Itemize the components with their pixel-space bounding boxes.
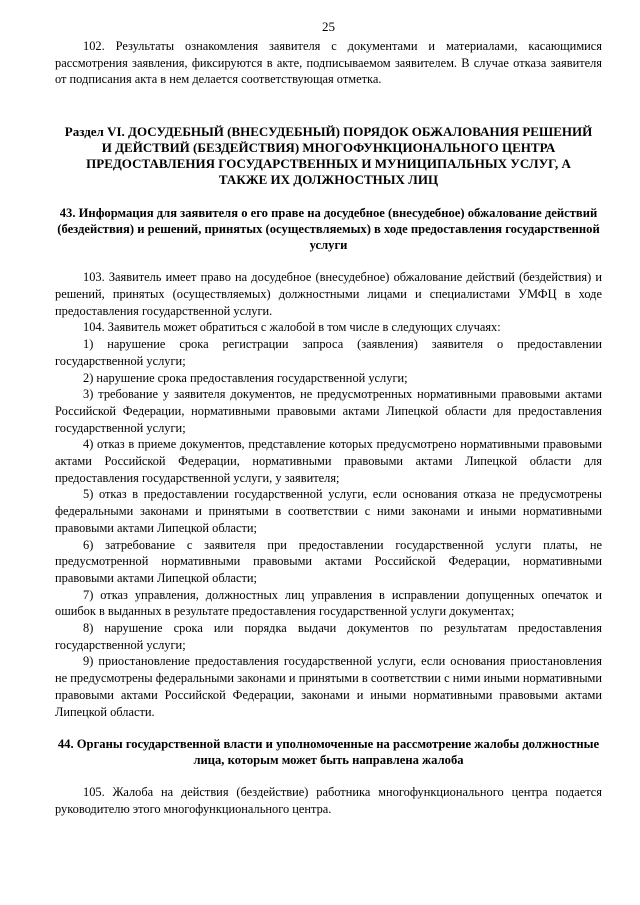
list-item-7: 7) отказ управления, должностных лиц управления в исправлении допущенных опечаток и ошибок в выданных в результате предоставления государственной услуги документах;: [55, 587, 602, 619]
list-item-2: 2) нарушение срока предоставления государственной услуги;: [83, 370, 408, 385]
paragraph-105: 105. Жалоба на действия (бездействие) работника многофункционального центра подается руководителю этого многофункционального центра.: [55, 785, 602, 816]
list-item-6: 6) затребование с заявителя при предоставлении государственной услуги платы, не предусмотренной нормативными правовыми актами Российской Федерации, нормативными правовыми актами Липецкой области;: [55, 537, 602, 585]
paragraph-102: 102. Результаты ознакомления заявителя с документами и материалами, касающимися рассмотрения заявления, фиксируются в акте, подписываемом заявителем. В случае отказа заявителя от подписания акта в нем делается соответствующая отметка.: [55, 39, 602, 87]
list-item-5: 5) отказ в предоставлении государственной услуги, если основания отказа не предусмотрены федеральными законами и принятыми в соответствии с ними законами и иными нормативными правовыми актами Липецкой области;: [55, 487, 602, 535]
subsection-43-title: 43. Информация для заявителя о его праве на досудебное (внесудебное) обжалование действий (бездействия) и решений, принятых (осуществляемых) в ходе предоставления государственной услуги: [57, 206, 600, 253]
list-item-1: 1) нарушение срока регистрации запроса (заявления) заявителя о предоставлении государственной услуги;: [55, 337, 602, 368]
list-item-3: 3) требование у заявителя документов, не предусмотренных нормативными правовыми актами Российской Федерации, нормативными правовыми актами Липецкой области для предоставления государственной услуги;: [55, 387, 602, 435]
paragraph-104: 104. Заявитель может обратиться с жалобой в том числе в следующих случаях:: [83, 320, 501, 335]
list-item-9: 9) приостановление предоставления государственной услуги, если основания приостановления не предусмотрены федеральными законами и принятыми в соответствии с ними иными нормативными правовыми актами Российской Федерации, законами и иными нормативными правовыми актами Липецкой области.: [55, 654, 602, 719]
paragraph-103: 103. Заявитель имеет право на досудебное (внесудебное) обжалование действий (бездействия) и решений, принятых (осуществляемых) должностными лицами и специалистами УМФЦ в ходе предоставления государственной услуги.: [55, 270, 602, 318]
section-title: Раздел VI. ДОСУДЕБНЫЙ (ВНЕСУДЕБНЫЙ) ПОРЯДОК ОБЖАЛОВАНИЯ РЕШЕНИЙ И ДЕЙСТВИЙ (БЕЗДЕЙСТВИЯ) МНОГОФУНКЦИОНАЛЬНОГО ЦЕНТРА ПРЕДОСТАВЛЕНИЯ ГОСУДАРСТВЕННЫХ И МУНИЦИПАЛЬНЫХ УСЛУГ, А ТАКЖЕ ИХ ДОЛЖНОСТНЫХ ЛИЦ: [64, 124, 593, 187]
subsection-44-body: [55, 784, 602, 817]
list-item-4: 4) отказ в приеме документов, представление которых предусмотрено нормативными правовыми актами Российской Федерации, нормативными правовыми актами Липецкой области для предоставления государственной услуги, у заявителя;: [55, 437, 602, 485]
page-number: 25: [322, 19, 335, 34]
list-item-8: 8) нарушение срока или порядка выдачи документов по результатам предоставления государственной услуги;: [55, 621, 602, 652]
subsection-43-body: [55, 269, 602, 720]
subsection-44-title: 44. Органы государственной власти и уполномоченные на рассмотрение жалобы должностные лица, которым может быть направлена жалоба: [57, 737, 600, 768]
